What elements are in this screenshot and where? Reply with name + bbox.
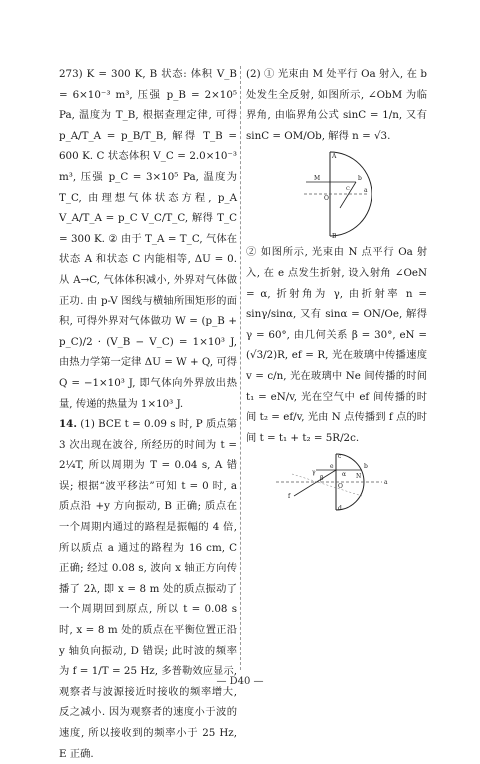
fig1-label-b: b xyxy=(357,175,362,183)
fig2-label-c: c xyxy=(337,453,341,461)
fig2-label-d: d xyxy=(337,505,342,513)
fig2-label-gamma: γ xyxy=(311,469,316,477)
fig2-label-a: a xyxy=(383,479,388,487)
fig1-label-C: C xyxy=(345,186,350,193)
fig2-label-alpha: α xyxy=(341,471,346,479)
page-footer: — D40 — xyxy=(216,676,264,687)
fig1-label-a: a xyxy=(363,187,368,195)
right-column xyxy=(246,64,427,514)
left-paragraph-2: t = 0.09 s 时, P 质点第 3 次出现在波谷, 所经历的时间为 t = 2¼T, 所以周期为 T = 0.04 s, A 错误; 根据“波平移法”可知 t = 0 时, a 质点沿 +y 方向振动, B 正确; 质点在一个周期内通过的路程是振幅的 4 倍, 所以质点 a 通过的路程为 16 cm, C 正确; 经过 0.08 s, 波向 x 轴正方向传播了 2λ, 即 x = 8 m 处的质点振动了一个周期回到原点, 所以 t = 0.08 s 时, x = 8 m 处的质点在平衡位置正沿 y 轴负向振动, D 错误; 此时波的频率为 f = 1/T = 25 Hz, 多普勒效应显示, 观察者与波源接近时接收的频率增大, 反之减小. 因为观察者的速度小于波的速度, 所以接收到的频率小于 25 Hz, E 正确. xyxy=(59,418,238,760)
q14-number: 14. xyxy=(59,418,77,431)
fig2-label-beta: β xyxy=(319,475,323,483)
left-column xyxy=(59,64,237,764)
q14-answer xyxy=(59,414,237,764)
fig2-label-N: N xyxy=(355,473,361,481)
fig2-label-f: f xyxy=(287,493,290,501)
fig2-label-O: O xyxy=(337,483,343,491)
q14-part-label: (1) BCE xyxy=(80,418,122,431)
fig2-label-e: e xyxy=(329,463,334,471)
right-paragraph-2: ② 如图所示, 光束由 N 点平行 Oa 射入, 在 e 点发生折射, 设入射角 ∠OeN = α, 折射角为 γ, 由折射率 n = sinγ/sinα, 又有 sinα = ON/Oe, 解得 γ = 60°, 由几何关系 β = 30°, eN = (√3/2)R, ef = R, 光在玻璃中传播速度 v = c/n, 光在玻璃中 Ne 间传播的时间 t₁ = eN/v, 光在空气中 ef 间传播的时间 t₂ = ef/v, 光由 N 点传播到 f 点的时间 t = t₁ + t₂ = 5R/2c. xyxy=(246,246,427,444)
figure-refraction xyxy=(272,450,402,512)
figure-total-reflection xyxy=(302,148,372,240)
fig1-label-M: M xyxy=(313,175,320,183)
fig1-label-O: O xyxy=(323,195,329,203)
fig1-label-B: B xyxy=(331,233,336,241)
fig2-label-b: b xyxy=(363,463,368,471)
right-paragraph-1: (2) ① 光束由 M 处平行 Oa 射入, 在 b 处发生全反射, 如图所示, ∠ObM 为临界角, 由临界角公式 sinC = 1/n, 又有 sinC = OM/Ob, 解得 n = √3. xyxy=(246,68,427,142)
column-divider xyxy=(240,66,241,670)
fig1-label-A: A xyxy=(331,153,336,161)
left-paragraph-1: 273) K = 300 K, B 状态: 体积 V_B = 6×10⁻³ m³, 压强 p_B = 2×10⁵ Pa, 温度为 T_B, 根据查理定律, 可得 p_A/T_A = p_B/T_B, 解得 T_B = 600 K. C 状态体积 V_C = 2.0×10⁻³ m³, 压强 p_C = 3×10⁵ Pa, 温度为 T_C, 由理想气体状态方程, p_A V_A/T_A = p_C V_C/T_C, 解得 T_C = 300 K. ② 由于 T_A = T_C, 气体在状态 A 和状态 C 内能相等, ΔU = 0. 从 A→C, 气体体积减小, 外界对气体做正功. 由 p-V 图线与横轴所围矩形的面积, 可得外界对气体做功 W = (p_B + p_C)/2 · (V_B − V_C) = 1×10³ J, 由热力学第一定律 ΔU = W + Q, 可得 Q = −1×10³ J, 即气体向外界放出热量, 传递的热量为 1×10³ J. xyxy=(59,68,237,410)
